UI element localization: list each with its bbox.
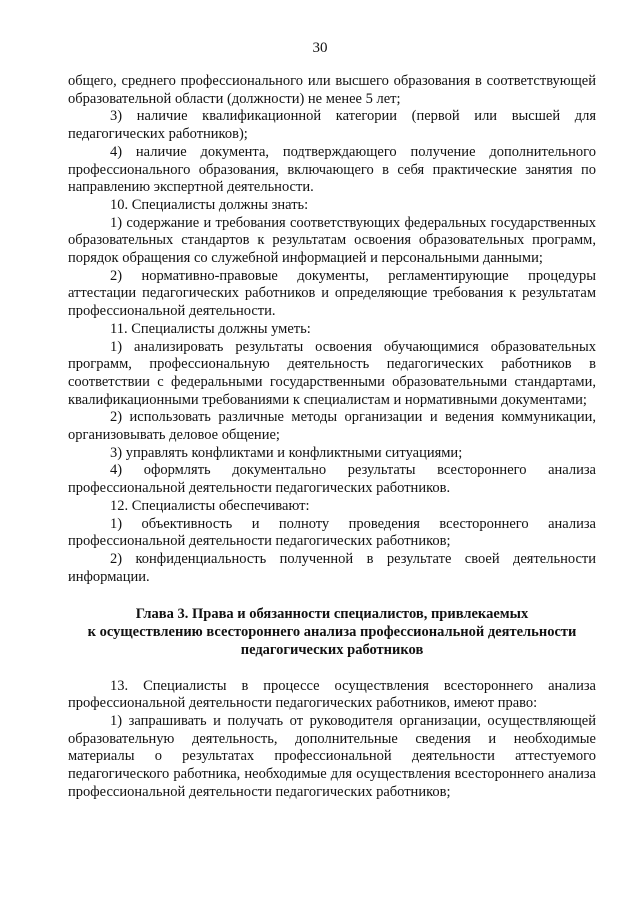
paragraph: 2) использовать различные методы организации и ведения коммуникации, организовывать деловое общение; bbox=[68, 409, 596, 444]
page-number: 30 bbox=[312, 40, 328, 56]
paragraph: 11. Специалисты должны уметь: bbox=[110, 320, 311, 337]
chapter-heading-line-1: Глава 3. Права и обязанности специалистов, привлекаемых bbox=[135, 606, 529, 623]
paragraph: 10. Специалисты должны знать: bbox=[110, 196, 309, 213]
paragraph: 2) нормативно-правовые документы, регламентирующие процедуры аттестации педагогических работников и определяющие требования к результатам профессиональной деятельности. bbox=[68, 267, 596, 320]
paragraph: 3) управлять конфликтами и конфликтными ситуациями; bbox=[110, 444, 463, 461]
document-body bbox=[68, 73, 596, 801]
chapter-heading bbox=[68, 606, 596, 659]
paragraph: 1) запрашивать и получать от руководителя организации, осуществляющей образовательную деятельность, дополнительные сведения и необходимые материалы о результатах профессиональной деятельности аттестуемого педагогического работника, необходимые для осуществления всестороннего анализа профессиональной деятельности педагогических работников; bbox=[68, 712, 596, 800]
paragraph: 1) объективность и полноту проведения всестороннего анализа профессиональной деятельности педагогических работников; bbox=[68, 515, 596, 550]
paragraph: 1) содержание и требования соответствующих федеральных государственных образовательных стандартов к результатам освоения образовательных программ, порядок обращения со служебной информацией и персональными данными; bbox=[68, 214, 596, 267]
paragraph: 3) наличие квалификационной категории (первой или высшей для педагогических работников); bbox=[68, 108, 596, 143]
chapter-heading-line-2: к осуществлению всестороннего анализа профессиональной деятельности bbox=[87, 624, 577, 641]
chapter-heading-line-3: педагогических работников bbox=[240, 641, 424, 658]
paragraph: 1) анализировать результаты освоения обучающимися образовательных программ, профессиональную деятельность педагогических работников в соответствии с федеральными государственными образовательными стандартами, квалификационными требованиями к специалистам и нормативными документами; bbox=[68, 338, 596, 408]
paragraphs-before bbox=[68, 73, 596, 586]
paragraph: 4) наличие документа, подтверждающего получение дополнительного профессионального образования, включающего в себя практические занятия по направлению экспертной деятельности. bbox=[68, 143, 596, 196]
paragraph: 2) конфиденциальность полученной в результате своей деятельности информации. bbox=[68, 550, 596, 585]
paragraphs-after bbox=[68, 678, 596, 802]
paragraph: 13. Специалисты в процессе осуществления всестороннего анализа профессиональной деятельности педагогических работников, имеют право: bbox=[68, 677, 596, 712]
paragraph: общего, среднего профессионального или высшего образования в соответствующей образовательной области (должности) не менее 5 лет; bbox=[68, 73, 596, 107]
paragraph: 4) оформлять документально результаты всестороннего анализа профессиональной деятельности педагогических работников. bbox=[68, 462, 596, 497]
paragraph: 12. Специалисты обеспечивают: bbox=[110, 497, 310, 514]
